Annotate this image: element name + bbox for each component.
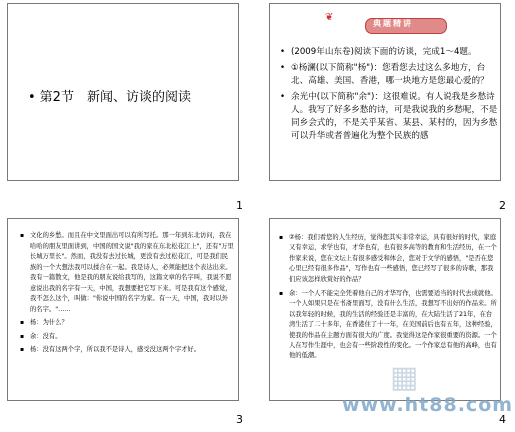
list-item: ▪ 杨：没有这两个字，所以我不是诗人，感受没这两个字才好。 — [20, 345, 234, 356]
list-item: ▪ 杨：为什么？ — [20, 318, 234, 329]
slide-1-title: • 第2节 新闻、访谈的阅读 — [28, 90, 191, 105]
list-item: • (2009年山东卷)阅读下面的访谈，完成1～4题。 — [280, 46, 498, 59]
slide-thumbnail-2[interactable] — [269, 3, 501, 181]
section-banner — [325, 12, 460, 36]
list-item: ▪ 余：没有。 — [20, 332, 234, 343]
list-item: ▪ ②杨：我们看您的人生经历，觉得您其实非常幸运，具有很好的时代，家庭又有幸运，求学也有，才华也有，也有很多高等的教育和生活经历，在一个作家来说，您在文坛上有很多感受和体会，您对于文学的感悟，"是否在您心里已经有很多作品"，写作也有一些感悟，您已经写了很多的诗歌，那我们应该怎样欣赏好的作品？ — [279, 233, 497, 285]
slide-thumbnail-3[interactable] — [7, 218, 239, 401]
watermark — [330, 360, 514, 420]
slide-2-bullets — [280, 46, 498, 146]
flourish-icon: ❦ — [325, 12, 334, 23]
watermark-text: www.ht88.com — [342, 394, 514, 416]
slide-3-bullets — [20, 231, 234, 359]
slide-4-bullets — [279, 233, 497, 366]
list-item: • 余光中(以下简称"余")：这很难说。有人说我是乡愁诗人。我写了好多乡愁的诗，可是我说我的乡愁呢，不是同乡会式的，不是关乎某省、某县、某村的，因为乡愁可以升华或者普遍化为整个民族的感 — [280, 91, 498, 143]
banner-label: 典题精讲 — [373, 19, 413, 28]
slide-number-1: 1 — [236, 199, 243, 212]
list-item: • ①杨澜(以下简称"杨")：您看您去过这么多地方，台北、高雄、美国、香港，哪一块地方是您最心爱的？ — [280, 62, 498, 88]
watermark-logo-icon: ▦ — [390, 360, 419, 395]
list-item: ▪ 文化的乡愁。而且在中文里面出可以有所写托。那一年到东北访问，我在哈哈的朋友里面讲到，中国的国文说"我的家在东北松花江上"，还有"万里长城万里长"。然而，我没有去过长城，更没有去过松花江，可是我们民族的一个大想法我可以揉合在一起。我是诗人，必须能把这个表达出来。我有一篇散文，他是我的朋友说给我写的，这篇文章的名字叫，我说不愿意说出我的名字有一天，中国，我想要把它写下来。可是我有这个感觉，我不怎么这个，叫做："你说中国的名字为家。有一天，中国，我对以外的名字。"…… — [20, 231, 234, 315]
slide-thumbnail-1[interactable] — [7, 3, 239, 181]
slide-number-4: 4 — [499, 413, 506, 426]
bullet-icon: • — [28, 90, 36, 105]
list-item: ▪ 余：一个人不能完全凭着他自己的才华写作，也需要适当的时代去成就他。一个人如果只是在书斋里面写，没有什么生活，我想写不出好的作品来。所以我年轻的时候，我的生活的经验还是丰富的，在大陆生活了21年，在台湾生活了二十多年，在香港住了十一年，在美国前后也有五年，这种经验，使我的作品在主题方面有很大的广度。我觉得这是作家很重要的资源。一个人在写作生涯中，也会有一些阶段性的变化。一个作家总有他的高峰，也有他的低潮。 — [279, 289, 497, 362]
slide-number-3: 3 — [236, 413, 243, 426]
slide-number-2: 2 — [499, 199, 506, 212]
